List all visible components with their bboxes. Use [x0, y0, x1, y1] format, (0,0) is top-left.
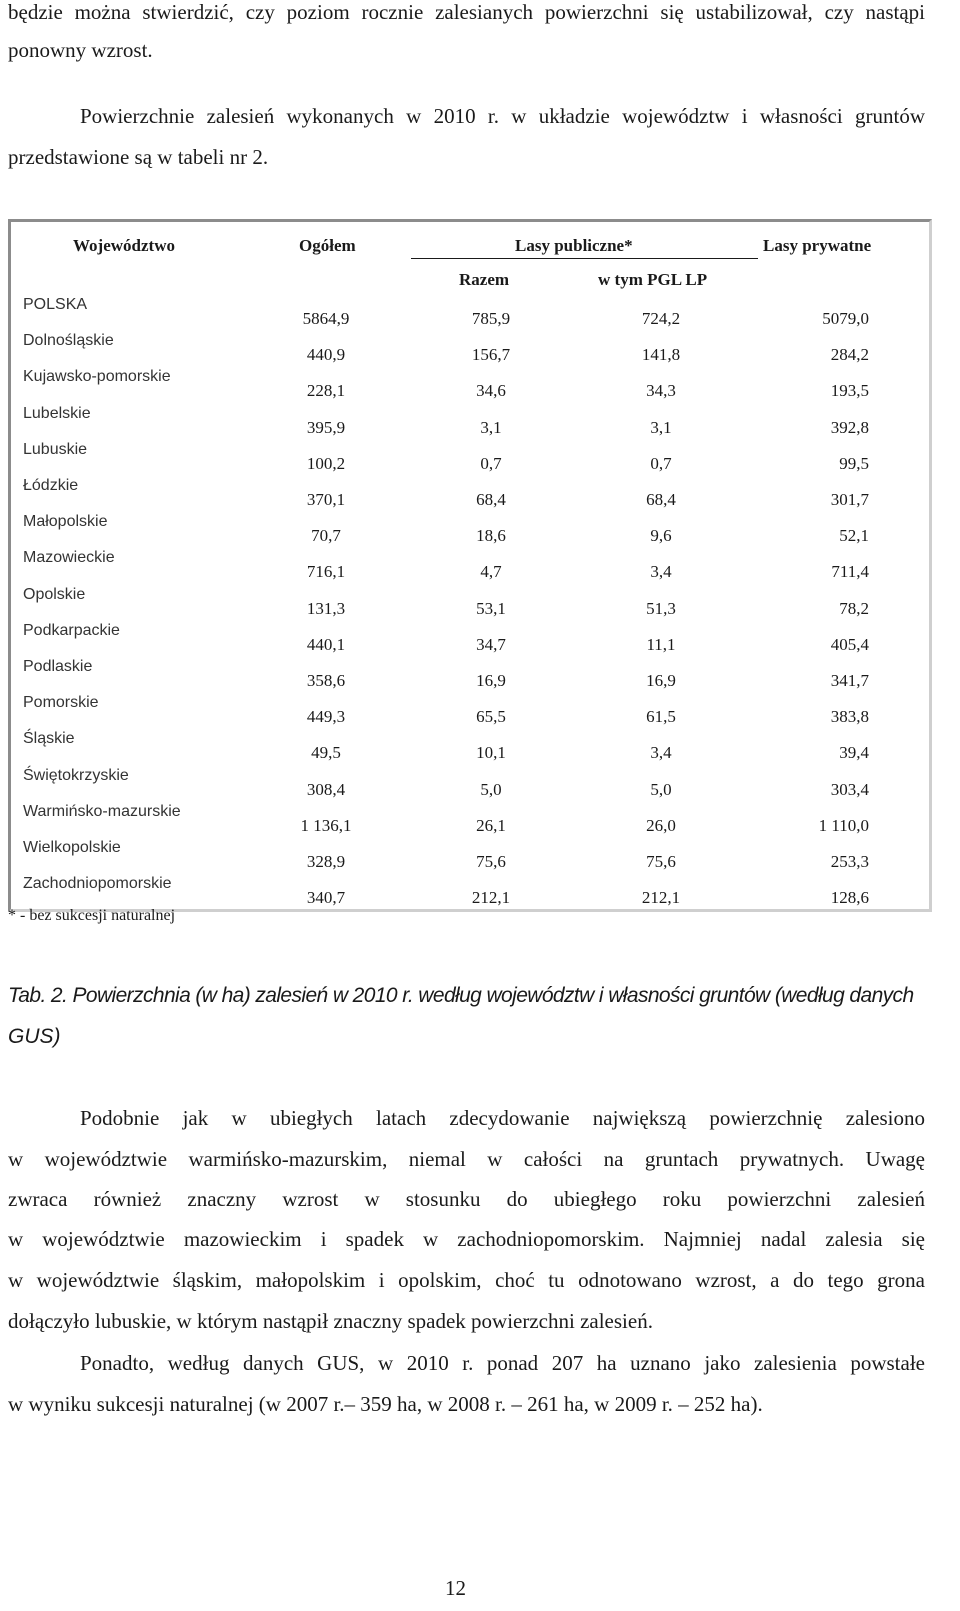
- cell-pgl: 16,9: [646, 671, 676, 690]
- afforestation-table: [8, 219, 932, 912]
- cell-private: 711,4: [831, 562, 869, 582]
- cell-private: 284,2: [830, 345, 869, 365]
- cell-public-total: 65,5: [476, 707, 506, 727]
- row-label: Zachodniopomorskie: [23, 875, 172, 893]
- cell-total: 440,1: [306, 634, 346, 654]
- header-public-pgl: w tym PGL LP: [598, 270, 708, 289]
- body-p1-line-4: w województwie mazowieckim i spadek w zachodniopomorskim. Najmniej nadal zalesia się: [8, 1227, 925, 1251]
- table-footnote: * - bez sukcesji naturalnej: [8, 907, 176, 924]
- cell-private: 405,4: [830, 634, 869, 654]
- cell-public-total: 34,7: [476, 634, 506, 654]
- cell-pgl: 61,5: [646, 707, 676, 727]
- row-label: Śląskie: [23, 730, 75, 748]
- cell-private: 52,1: [839, 526, 869, 546]
- row-label: Lubuskie: [23, 440, 88, 458]
- cell-private: 383,8: [830, 707, 869, 727]
- cell-pgl: 11,1: [646, 634, 676, 654]
- cell-pgl: 141,8: [641, 345, 681, 365]
- cell-total: 440,9: [306, 345, 346, 365]
- cell-pgl: 3,4: [650, 743, 672, 763]
- row-label: POLSKA: [23, 296, 88, 313]
- body-p2-line-2: w wyniku sukcesji naturalnej (w 2007 r.– 359 ha, w 2008 r. – 261 ha, w 2009 r. – 252 ha).: [8, 1392, 763, 1416]
- cell-private: 128,6: [830, 888, 869, 908]
- header-voivodeship: Województwo: [73, 236, 175, 255]
- cell-private: 253,3: [830, 852, 869, 871]
- row-label: Podlaskie: [23, 658, 93, 675]
- row-label: Kujawsko-pomorskie: [23, 368, 171, 386]
- cell-pgl: 5,0: [650, 779, 672, 799]
- row-label: Dolnośląskie: [23, 332, 114, 350]
- cell-total: 5864,9: [302, 309, 350, 328]
- row-label: Podkarpackie: [23, 621, 120, 639]
- cell-public-total: 34,6: [476, 381, 506, 401]
- cell-public-total: 156,7: [471, 345, 511, 365]
- body-p1-line-3: zwraca również znaczny wzrost w stosunku do ubiegłego roku powierzchni zalesień: [8, 1187, 925, 1211]
- cell-private: 193,5: [830, 381, 869, 401]
- cell-private: 39,4: [839, 743, 869, 763]
- cell-pgl: 51,3: [646, 598, 676, 618]
- cell-public-total: 4,7: [480, 562, 502, 582]
- cell-public-total: 53,1: [476, 598, 506, 618]
- cell-public-total: 5,0: [480, 779, 502, 799]
- cell-total: 358,6: [306, 671, 346, 690]
- intro-line-2: ponowny wzrost.: [8, 38, 153, 62]
- header-public-total: Razem: [459, 270, 510, 289]
- cell-private: 1 110,0: [818, 815, 869, 835]
- cell-private: 341,7: [830, 671, 869, 690]
- cell-public-total: 0,7: [480, 453, 502, 473]
- cell-total: 308,4: [306, 779, 346, 799]
- cell-public-total: 10,1: [476, 743, 506, 763]
- cell-total: 228,1: [306, 381, 346, 401]
- intro-line-4: przedstawione są w tabeli nr 2.: [8, 145, 269, 169]
- cell-total: 1 136,1: [300, 815, 352, 835]
- cell-public-total: 26,1: [476, 815, 506, 835]
- cell-public-total: 3,1: [480, 417, 502, 437]
- row-label: Lubelskie: [23, 404, 91, 422]
- table-caption-line-2: GUS): [8, 1025, 61, 1048]
- row-label: Opolskie: [23, 585, 86, 603]
- cell-private: 301,7: [830, 490, 869, 509]
- cell-public-total: 16,9: [476, 671, 506, 690]
- cell-private: 99,5: [839, 453, 869, 473]
- cell-private: 392,8: [830, 417, 869, 437]
- cell-pgl: 212,1: [641, 888, 681, 908]
- cell-public-total: 68,4: [476, 490, 506, 509]
- cell-public-total: 785,9: [471, 309, 511, 328]
- cell-pgl: 26,0: [646, 815, 676, 835]
- cell-pgl: 3,1: [650, 417, 672, 437]
- row-label: Małopolskie: [23, 513, 108, 531]
- cell-pgl: 3,4: [650, 562, 672, 582]
- page-number: 12: [445, 1576, 466, 1600]
- cell-total: 100,2: [306, 453, 346, 473]
- cell-total: 328,9: [306, 852, 346, 871]
- cell-total: 131,3: [306, 598, 346, 618]
- cell-public-total: 75,6: [476, 852, 506, 871]
- body-p1-line-2: w województwie warmińsko-mazurskim, niemal w całości na gruntach prywatnych. Uwagę: [8, 1147, 925, 1171]
- row-label: Łódzkie: [23, 477, 79, 494]
- row-label: Mazowieckie: [23, 549, 115, 567]
- header-underline: [411, 258, 758, 259]
- cell-pgl: 724,2: [641, 309, 681, 328]
- cell-pgl: 0,7: [650, 453, 672, 473]
- header-public: Lasy publiczne*: [515, 236, 633, 255]
- cell-total: 70,7: [311, 526, 341, 546]
- table-caption-line-1: Tab. 2. Powierzchnia (w ha) zalesień w 2010 r. według województw i własności gruntów (według danych: [8, 984, 914, 1007]
- body-p2-line-1: Ponadto, według danych GUS, w 2010 r. ponad 207 ha uznano jako zalesienia powstałe: [80, 1351, 925, 1375]
- header-total: Ogółem: [299, 236, 356, 255]
- body-p1-line-6: dołączyło lubuskie, w którym nastąpił znaczny spadek powierzchni zalesień.: [8, 1309, 653, 1333]
- intro-line-3: Powierzchnie zalesień wykonanych w 2010 r. w układzie województw i własności gruntów: [80, 104, 925, 128]
- intro-line-1: będzie można stwierdzić, czy poziom rocznie zalesianych powierzchni się ustabilizował, czy nastąpi: [8, 0, 925, 24]
- cell-private: 78,2: [839, 598, 869, 618]
- cell-total: 449,3: [306, 707, 346, 727]
- cell-total: 49,5: [311, 743, 341, 763]
- body-p1-line-1: Podobnie jak w ubiegłych latach zdecydowanie największą powierzchnię zalesiono: [80, 1106, 925, 1130]
- row-label: Pomorskie: [23, 694, 99, 712]
- cell-public-total: 18,6: [476, 526, 506, 546]
- row-label: Warmińsko-mazurskie: [23, 802, 181, 820]
- cell-total: 716,1: [306, 562, 346, 582]
- body-p1-line-5: w województwie śląskim, małopolskim i opolskim, choć tu odnotowano wzrost, a do tego grona: [8, 1268, 925, 1292]
- cell-public-total: 212,1: [471, 888, 511, 908]
- cell-private: 5079,0: [822, 309, 869, 328]
- row-label: Świętokrzyskie: [23, 766, 129, 784]
- cell-pgl: 34,3: [646, 381, 676, 401]
- cell-private: 303,4: [830, 779, 869, 799]
- row-label: Wielkopolskie: [23, 839, 121, 856]
- cell-total: 340,7: [306, 888, 346, 908]
- cell-pgl: 68,4: [646, 490, 676, 509]
- cell-pgl: 75,6: [646, 852, 676, 871]
- cell-total: 395,9: [306, 417, 346, 437]
- header-private: Lasy prywatne: [763, 236, 872, 255]
- cell-pgl: 9,6: [650, 526, 672, 546]
- cell-total: 370,1: [306, 490, 346, 509]
